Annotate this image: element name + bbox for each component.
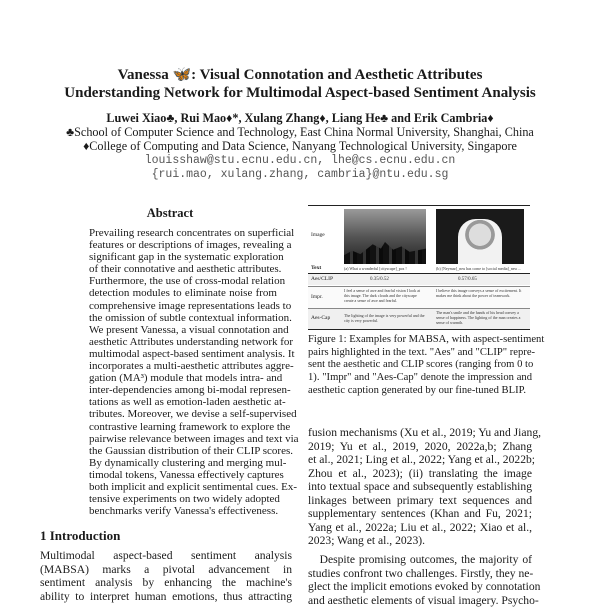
text-line: comprehensive image representations leads to	[89, 300, 277, 312]
text-line: timodal tokens, Vanessa effectively captures	[89, 469, 277, 481]
text-line: both implicit and explicit sentimental cues. Ex-	[89, 481, 277, 493]
text-line: fusion mechanisms (Xu et al., 2019; Yu and Jiang,	[308, 426, 532, 440]
text-line: tributes. Moreover, we devise a self-supervised	[89, 408, 277, 420]
text-line: benchmarks verify Vanessa's effectiveness.	[89, 505, 277, 517]
text-line: the omission of subtle contextual information.	[89, 312, 277, 324]
text-line: the Gaussian distribution of their CLIP scores.	[89, 445, 277, 457]
text-line: Figure 1: Examples for MABSA, with aspect-sentiment	[308, 334, 532, 347]
text-line: Prevailing research concentrates on superficial	[89, 227, 277, 239]
text-b: (b) [Neymar]_neu has come to [social media]_neu ...	[436, 266, 521, 271]
text-line: features or descriptions of images, revealing a	[89, 239, 277, 251]
text-line: incorporates a multi-aesthetic attributes aggre-	[89, 360, 277, 372]
text-line: Multimodal aspect-based sentiment analysis	[40, 549, 292, 563]
cap-b: The man's smile and the hands of his head convey a sense of happiness. The lighting of the man creates a sense of warmth.	[436, 310, 522, 325]
text-line: glect the implicit emotions evoked by connotation	[308, 580, 532, 594]
intro-body	[40, 549, 292, 603]
row-aes-cap	[308, 308, 530, 329]
impr-b: I believe this image conveys a sense of excitement. It makes me think about the power of teamwork.	[436, 288, 522, 298]
emails-1: louisshaw@stu.ecnu.edu.cn, lhe@cs.ecnu.edu.cn	[0, 154, 600, 169]
paper-title-line1: Vanessa 🦋: Visual Connotation and Aesthetic Attributes	[0, 66, 600, 84]
text-line: pairs highlighted in the text. "Aes" and "CLIP" repre-	[308, 347, 532, 360]
text-line: and aesthetic elements of visual imagery. Psycho-	[308, 594, 532, 607]
text-line: detection modules to eliminate noise from	[89, 287, 277, 299]
score-a: 0.35/0.52	[370, 277, 389, 282]
text-line: pairwise relevance between images and text via	[89, 433, 277, 445]
text-line: Yang et al., 2022a; Liu et al., 2022; Xiao et al.,	[308, 521, 532, 535]
text-line: Despite promising outcomes, the majority of	[308, 553, 532, 567]
text-line: of their connotative and aesthetic attributes.	[89, 263, 277, 275]
cityscape-image	[344, 209, 426, 264]
paper-title-line2: Understanding Network for Multimodal Aspect-based Sentiment Analysis	[0, 84, 600, 102]
text-line: studies confront two challenges. Firstly, they ne-	[308, 567, 532, 581]
emails-2: {rui.mao, xulang.zhang, cambria}@ntu.edu.sg	[0, 168, 600, 183]
text-line: et al., 2021; Ling et al., 2022; Yang et al., 2022b;	[308, 453, 532, 467]
text-line: inter-dependencies among bi-modal represen-	[89, 384, 277, 396]
text-line: tations as well as emotion-laden aesthetic at-	[89, 396, 277, 408]
authors: Luwei Xiao♣, Rui Mao♦*, Xulang Zhang♦, Liang He♣ and Erik Cambria♦	[0, 111, 600, 126]
text-line: sentiment analysis by enhancing the machine's	[40, 576, 292, 590]
abstract-body	[89, 227, 277, 517]
text-line: 2019; Yu et al., 2019, 2020, 2022a,b; Zhang	[308, 440, 532, 454]
row-aes-clip	[308, 273, 530, 285]
row-label-impr: Impr.	[311, 294, 323, 300]
row-impr	[308, 286, 530, 308]
text-line: linkages between primary text sequences and	[308, 494, 532, 508]
text-line: sent the aesthetic and CLIP scores (ranging from 0 to	[308, 359, 532, 372]
figure-caption	[308, 334, 532, 397]
text-line: ability to interpret human emotions, thus attracting	[40, 590, 292, 604]
intro-heading: 1 Introduction	[40, 528, 120, 544]
body-right-1	[308, 426, 532, 548]
impr-a: I feel a sense of awe and fearful vision I look at this image. The dark clouds and the cityscape create a sense of awe and fearful.	[344, 288, 426, 303]
cap-a: The lighting of the image is very powerful and the city is very powerful.	[344, 313, 426, 323]
text-line: aesthetic caption generated by our fine-tuned BLIP.	[308, 385, 532, 398]
text-line: We present Vanessa, a visual connotation and	[89, 324, 277, 336]
text-line: Furthermore, the use of cross-modal relation	[89, 275, 277, 287]
text-line: contrastive learning framework to explore the	[89, 421, 277, 433]
figure-1	[308, 205, 530, 330]
text-line: By dynamically clustering and merging mul-	[89, 457, 277, 469]
row-label-aes-cap: Aes-Cap	[311, 315, 330, 321]
text-line: multimodal aspect-based sentiment analysis. It	[89, 348, 277, 360]
affiliation-1: ♣School of Computer Science and Technology, East China Normal University, Shanghai, China	[0, 125, 600, 140]
abstract-heading: Abstract	[40, 206, 300, 221]
row-label-aes: Aes/CLIP	[311, 276, 333, 282]
affiliation-2: ♦College of Computing and Data Science, Nanyang Technological University, Singapore	[0, 139, 600, 154]
row-label-text: Text	[311, 265, 321, 271]
text-line: Zhou et al., 2023); (ii) translating the image	[308, 467, 532, 481]
text-line: (MABSA) marks a pivotal advancement in	[40, 563, 292, 577]
text-line: tensive experiments on two widely adopted	[89, 493, 277, 505]
text-line: into textual space and subsequently establishing	[308, 480, 532, 494]
text-line: 2023; Wang et al., 2023).	[308, 534, 532, 548]
body-right-2	[308, 553, 532, 607]
text-line: supplementary sentences (Khan and Fu, 2021;	[308, 507, 532, 521]
text-a: (a) What a wonderful [cityscape]_pos !	[344, 266, 407, 271]
person-image	[436, 209, 524, 264]
row-label-image: Image	[311, 232, 325, 238]
text-line: aesthetic Attributes understanding network for	[89, 336, 277, 348]
score-b: 0.57/0.65	[458, 277, 477, 282]
text-line: 1). "Impr" and "Aes-Cap" denote the impression and	[308, 372, 532, 385]
text-line: significant gap in the systematic exploration	[89, 251, 277, 263]
text-line: gation (MA³) module that models intra- and	[89, 372, 277, 384]
